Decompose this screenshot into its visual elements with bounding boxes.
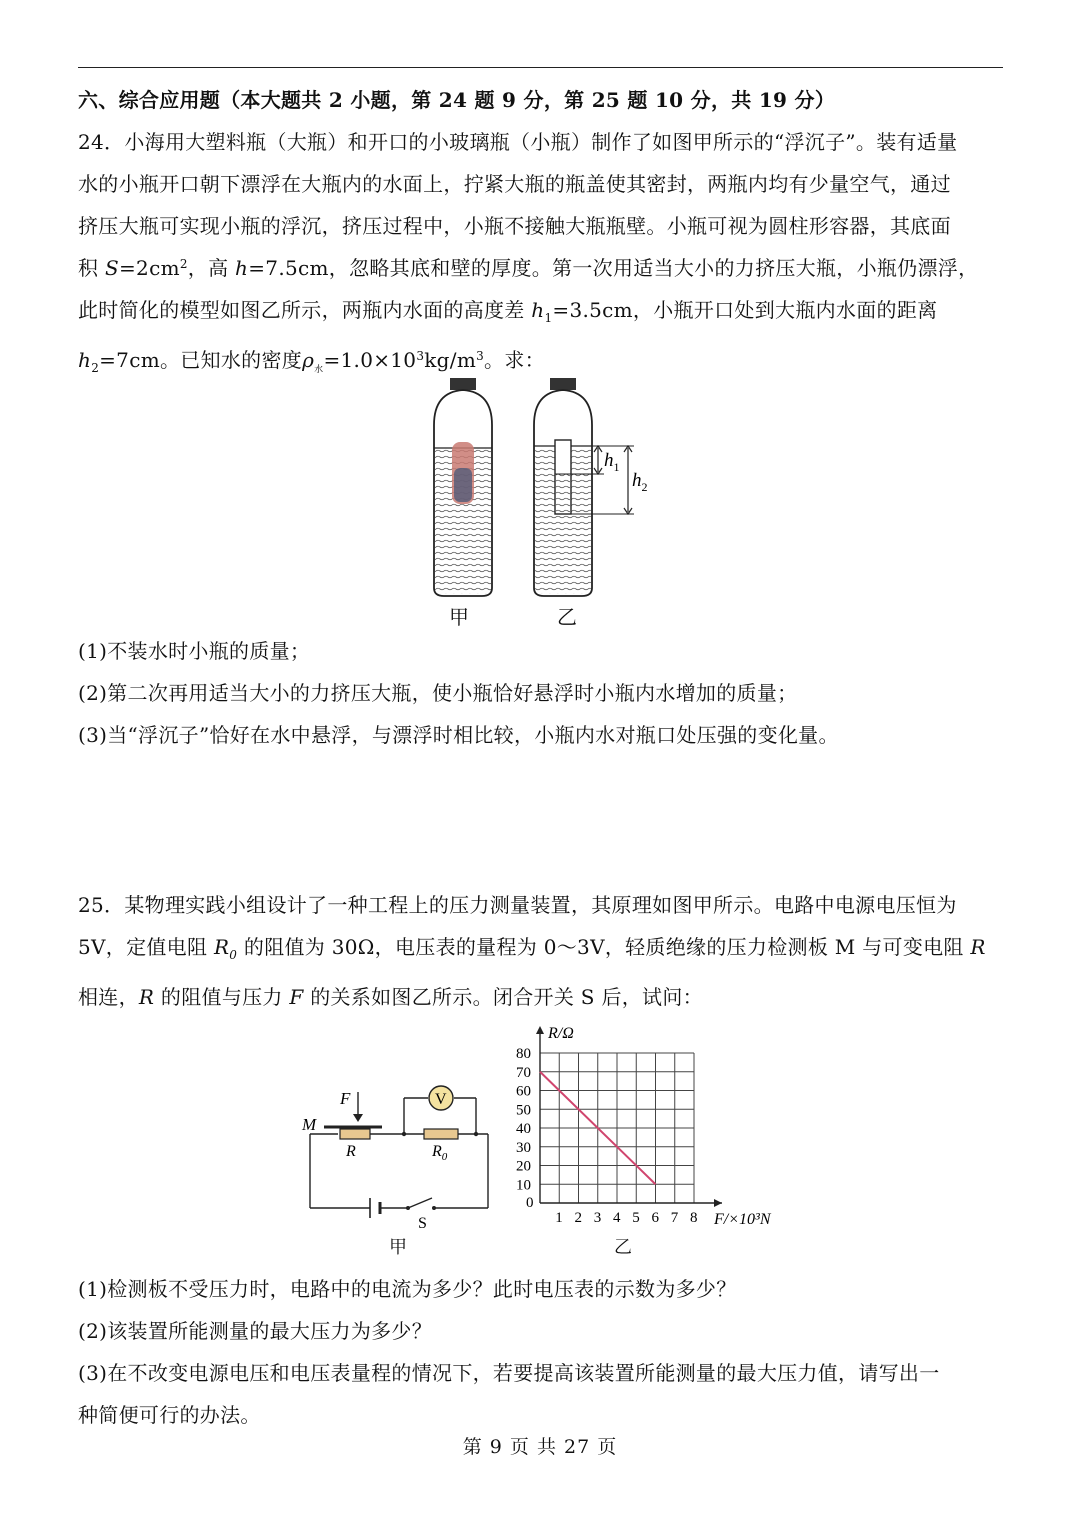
y-tick-label: 70 [516, 1064, 531, 1081]
label-M: M [302, 1115, 317, 1134]
y-tick-label: 80 [516, 1046, 531, 1062]
caption-jia-24: 甲 [449, 605, 469, 629]
q24-sub2: (2)第二次再用适当大小的力挤压大瓶，使小瓶恰好悬浮时小瓶内水增加的质量； [78, 681, 798, 705]
q24-sub3: (3)当“浮沉子”恰好在水中悬浮，与漂浮时相比较，小瓶内水对瓶口处压强的变化量。 [78, 723, 839, 747]
cap-jia [450, 378, 476, 390]
x-tick-label: 4 [613, 1210, 621, 1226]
y-tick-label: 50 [516, 1102, 531, 1119]
x-tick-label: 8 [690, 1210, 698, 1226]
resistor-R0 [424, 1129, 458, 1139]
label-S: S [418, 1215, 427, 1232]
q25-sub1: (1)检测板不受压力时，电路中的电流为多少？此时电压表的示数为多少？ [78, 1277, 737, 1301]
caption-yi-24: 乙 [557, 605, 577, 629]
label-R0: $R_0$ [432, 1143, 448, 1163]
x-axis-arrow [714, 1199, 722, 1207]
cap-yi [550, 378, 576, 390]
y-tick-label: 20 [516, 1158, 531, 1175]
q25-subquestions: (1)检测板不受压力时，电路中的电流为多少？此时电压表的示数为多少？ (2)该装置所能测量的最大压力为多少？ (3)在不改变电源电压和电压表量程的情况下，若要提高该装置所能测量的最大压力值，请写出一 种简便可行的办法。 [78, 1268, 1008, 1436]
label-F: F [340, 1089, 351, 1108]
svg-text:V: V [435, 1091, 447, 1108]
q24-stem: 24．小海用大塑料瓶（大瓶）和开口的小玻璃瓶（小瓶）制作了如图甲所示的“浮沉子”。装有适量 水的小瓶开口朝下漂浮在大瓶内的水面上，拧紧大瓶的瓶盖使其密封，两瓶内均有少量空气，通过 挤压大瓶可实现小瓶的浮沉，挤压过程中，小瓶不接触大瓶瓶壁。小瓶可视为圆柱形容器，其底面 积 $S=2cm^2$，高 h=7.5cm，忽略其底和壁的厚度。第一次用适当大小的力挤压大瓶，小瓶仍漂浮， 此时简化的模型如图乙所示，两瓶内水面的高度差 $h_1=3.5cm$，小瓶开口处到大瓶内水面的距离 $h_2=7cm$。已知水的密度$\rho_水=1.0\times 10^3kg/m^3$。求： [78, 130, 979, 375]
q25-sub3: (3)在不改变电源电压和电压表量程的情况下，若要提高该装置所能测量的最大压力值，请写出一 [78, 1361, 940, 1385]
resistor-R [340, 1129, 370, 1139]
top-rule [78, 67, 1003, 68]
bottles-figure [420, 370, 680, 600]
q25-sub2: (2)该装置所能测量的最大压力为多少？ [78, 1319, 433, 1343]
y-tick-label: 30 [516, 1139, 531, 1156]
y-axis-label: R/Ω [548, 1025, 574, 1042]
bottle-jia [434, 378, 492, 596]
q25-stem: 25．某物理实践小组设计了一种工程上的压力测量装置，其原理如图甲所示。电路中电源电压恒为 5V，定值电阻 $R_0$ 的阻值为 30Ω，电压表的量程为 0～3V，轻质绝缘的压力检测板 M 与可变电阻 R 相连，R 的阻值与压力 F 的关系如图乙所示。闭合开关 S 后，试问： [78, 893, 986, 1009]
y-tick-label: 10 [516, 1177, 531, 1194]
y-tick-label: 40 [516, 1121, 531, 1137]
section-title: 六、综合应用题（本大题共 2 小题，第 24 题 9 分，第 25 题 10 分，共 19 分） [78, 88, 836, 112]
bottle-yi [534, 378, 648, 596]
origin-label: 0 [526, 1195, 534, 1211]
x-tick-label: 2 [574, 1210, 582, 1226]
label-R: R [346, 1143, 356, 1160]
q24-sub1: (1)不装水时小瓶的质量； [78, 639, 311, 663]
x-tick-label: 6 [651, 1210, 659, 1226]
x-tick-label: 3 [593, 1210, 602, 1226]
y-axis-arrow [536, 1026, 544, 1034]
x-tick-label: 1 [555, 1210, 563, 1226]
label-h1: $h_1$ [604, 450, 620, 474]
x-tick-label: 7 [670, 1210, 679, 1226]
q24-subquestions [78, 630, 1008, 756]
label-h2: $h_2$ [632, 470, 648, 494]
x-tick-label: 5 [632, 1210, 640, 1226]
r-f-chart [500, 1020, 790, 1230]
circuit-figure [296, 1078, 496, 1238]
page-footer: 第 9 页 共 27 页 [462, 1436, 618, 1458]
caption-jia-25: 甲 [389, 1237, 407, 1258]
x-axis-label: F/×10³N [714, 1211, 771, 1228]
y-tick-label: 60 [516, 1083, 531, 1100]
caption-yi-25: 乙 [614, 1237, 632, 1258]
